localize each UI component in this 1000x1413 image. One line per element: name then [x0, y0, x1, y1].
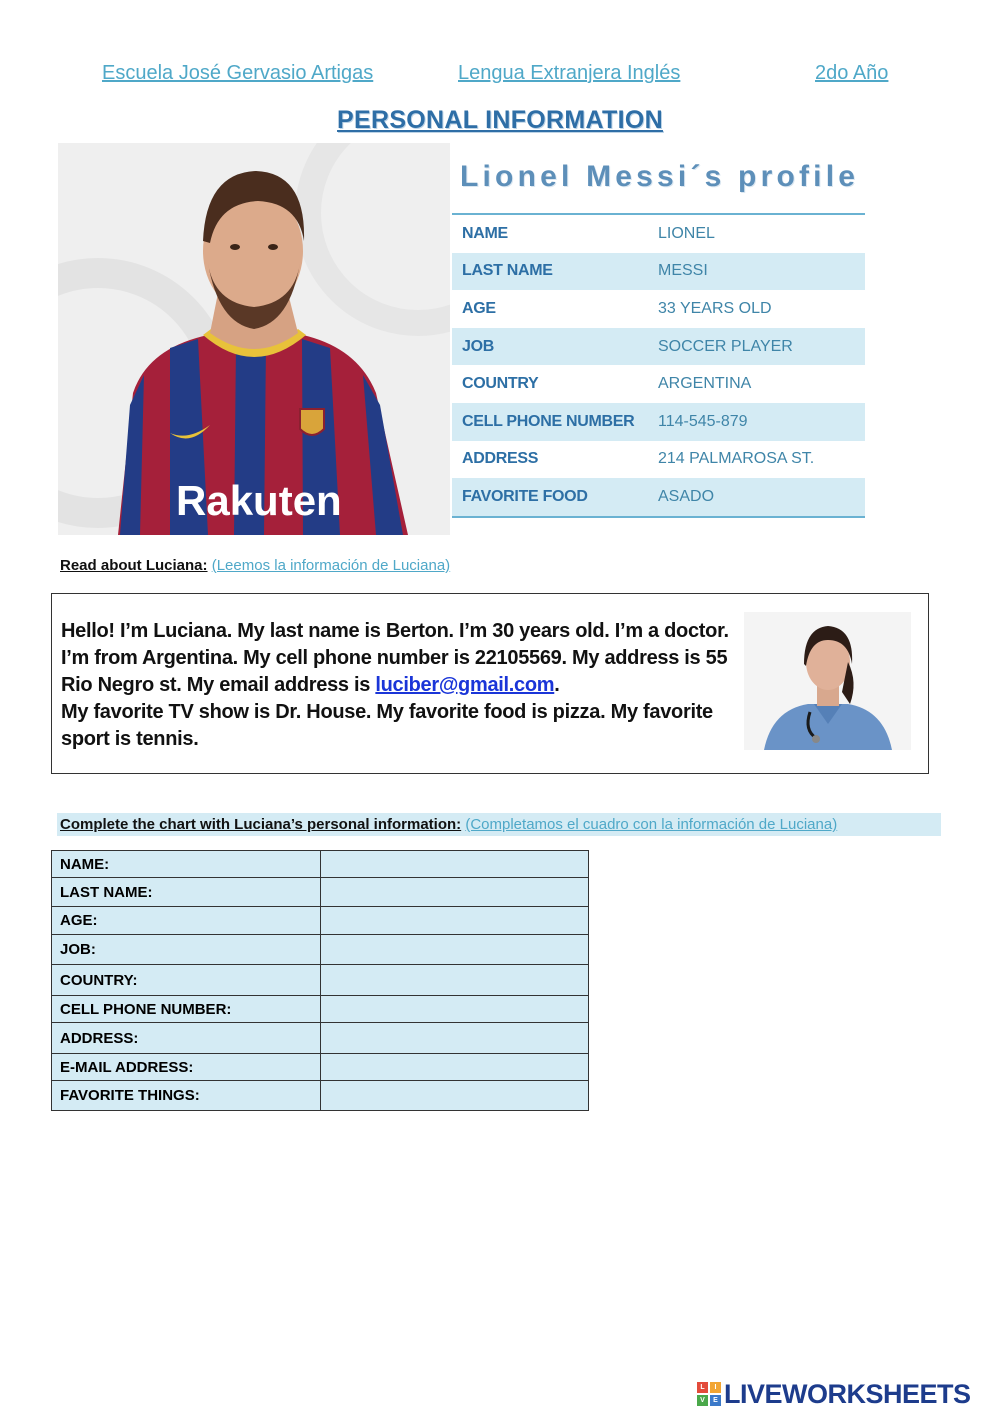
- profile-value: MESSI: [658, 262, 708, 280]
- profile-label: ADDRESS: [462, 450, 539, 468]
- chart-row-name: [52, 851, 589, 878]
- page-title: PERSONAL INFORMATION: [337, 106, 663, 134]
- profile-value: ASADO: [658, 487, 715, 505]
- messi-photo: [58, 143, 450, 535]
- read-label: Read about Luciana:: [60, 557, 208, 574]
- jersey-sponsor: Rakuten: [176, 477, 342, 524]
- profile-value: LIONEL: [658, 224, 715, 242]
- profile-row-favorite-food: [452, 478, 865, 516]
- reading-paragraph: [61, 618, 751, 753]
- chart-answer-job[interactable]: [321, 935, 589, 965]
- paragraph-period: .: [554, 674, 560, 696]
- chart-label: AGE:: [52, 907, 321, 935]
- profile-label: NAME: [462, 224, 508, 242]
- chart-label: NAME:: [52, 851, 321, 878]
- profile-value: ARGENTINA: [658, 375, 752, 393]
- complete-label: Complete the chart with Luciana’s personal information:: [60, 816, 462, 833]
- chart-label: FAVORITE THINGS:: [52, 1081, 321, 1111]
- logo-letter: V: [697, 1395, 708, 1406]
- email-link[interactable]: luciber@gmail.com: [375, 674, 555, 696]
- chart-answer-email[interactable]: [321, 1054, 589, 1081]
- complete-instruction: [57, 813, 941, 836]
- profile-row-address: [452, 441, 865, 479]
- complete-translation: (Completamos el cuadro con la información de Luciana): [465, 816, 838, 833]
- chart-row-country: [52, 965, 589, 996]
- school-name: Escuela José Gervasio Artigas: [102, 62, 374, 84]
- reading-text-box: [51, 593, 929, 774]
- profile-value: 214 PALMAROSA ST.: [658, 450, 815, 468]
- subject-name: Lengua Extranjera Inglés: [458, 62, 681, 84]
- paragraph-part-1: Hello! I’m Luciana. My last name is Berton. I’m 30 years old. I’m a doctor. I’m from Argentina. My cell phone number is 22105569. My address is 55 Rio Negro st. My email address is: [61, 620, 729, 696]
- chart-label: ADDRESS:: [52, 1023, 321, 1054]
- profile-row-country: [452, 365, 865, 403]
- paragraph-part-2: My favorite TV show is Dr. House. My favorite food is pizza. My favorite sport is tennis.: [61, 701, 713, 750]
- profile-value: 114-545-879: [658, 412, 748, 430]
- chart-answer-last-name[interactable]: [321, 878, 589, 907]
- logo-blocks-icon: [697, 1382, 721, 1406]
- luciana-chart: [51, 850, 589, 1111]
- chart-answer-country[interactable]: [321, 965, 589, 996]
- chart-row-cell-phone: [52, 996, 589, 1023]
- profile-label: CELL PHONE NUMBER: [462, 412, 635, 430]
- logo-text: LIVEWORKSHEETS: [724, 1378, 971, 1409]
- chart-row-age: [52, 907, 589, 935]
- chart-label: E-MAIL ADDRESS:: [52, 1054, 321, 1081]
- liveworksheets-logo: [697, 1377, 971, 1411]
- profile-table: [452, 213, 865, 518]
- chart-answer-favorite-things[interactable]: [321, 1081, 589, 1111]
- chart-label: JOB:: [52, 935, 321, 965]
- profile-row-age: [452, 290, 865, 328]
- read-instruction: [60, 557, 450, 574]
- school-year: 2do Año: [815, 62, 889, 84]
- chart-row-last-name: [52, 878, 589, 907]
- profile-row-job: [452, 328, 865, 366]
- chart-answer-cell-phone[interactable]: [321, 996, 589, 1023]
- profile-label: COUNTRY: [462, 375, 539, 393]
- chart-label: CELL PHONE NUMBER:: [52, 996, 321, 1023]
- profile-row-cell-phone: [452, 403, 865, 441]
- chart-answer-name[interactable]: [321, 851, 589, 878]
- logo-letter: I: [710, 1382, 721, 1393]
- profile-value: 33 YEARS OLD: [658, 299, 772, 317]
- profile-label: JOB: [462, 337, 494, 355]
- profile-value: SOCCER PLAYER: [658, 337, 793, 355]
- logo-letter: E: [710, 1395, 721, 1406]
- chart-label: LAST NAME:: [52, 878, 321, 907]
- profile-label: FAVORITE FOOD: [462, 487, 588, 505]
- profile-row-name: [452, 215, 865, 253]
- chart-label: COUNTRY:: [52, 965, 321, 996]
- luciana-photo: [744, 612, 911, 750]
- chart-row-job: [52, 935, 589, 965]
- profile-label: LAST NAME: [462, 262, 553, 280]
- logo-letter: L: [697, 1382, 708, 1393]
- chart-answer-age[interactable]: [321, 907, 589, 935]
- chart-row-favorite-things: [52, 1081, 589, 1111]
- profile-row-last-name: [452, 253, 865, 291]
- profile-label: AGE: [462, 299, 496, 317]
- profile-title: Lionel Messi´s profile: [460, 160, 860, 193]
- chart-row-address: [52, 1023, 589, 1054]
- read-translation: (Leemos la información de Luciana): [211, 557, 451, 574]
- chart-answer-address[interactable]: [321, 1023, 589, 1054]
- chart-row-email: [52, 1054, 589, 1081]
